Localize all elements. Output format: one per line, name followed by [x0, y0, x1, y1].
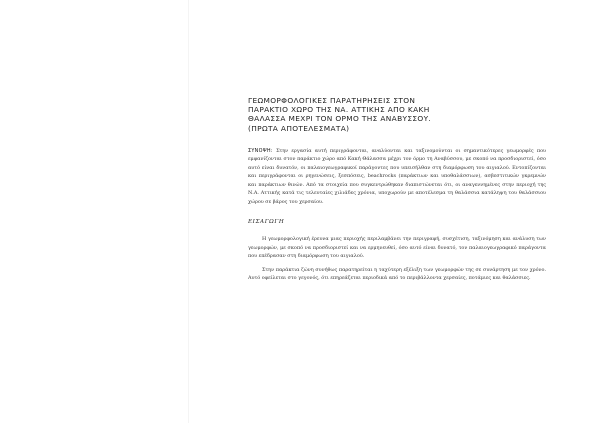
- title-line: ΓΕΩΜΟΡΦΟΛΟΓΙΚΕΣ ΠΑΡΑΤΗΡΗΣΕΙΣ ΣΤΟΝ: [248, 96, 416, 105]
- intro-paragraph: Η γεωμορφολογική έρευνα μιας περιοχής περιλαμβάνει την περιγραφή, συσχέτιση, ταξινόμηση και ανάλυση των γεωμορφών, με σκοπό να προσδιοριστεί και να ερμηνευθεί, όσο αυτό είναι δυνατό, τον παλαιογεωγραφικό παράγοντα που επέδρασαν στη διαμόρφωση του αιγιαλού.: [248, 236, 546, 260]
- title-line: (ΠΡΩΤΑ ΑΠΟΤΕΛΕΣΜΑΤΑ): [248, 123, 350, 133]
- article-column: [248, 96, 546, 288]
- title-line: ΘΑΛΑΣΣΑ ΜΕΧΡΙ ΤΟΝ ΟΡΜΟ ΤΗΣ ΑΝΑΒΥΣΣΟΥ.: [248, 114, 432, 124]
- page-gutter: [188, 0, 189, 423]
- intro-paragraph: Στην παράκτια ζώνη συνήθως παρατηρείται η ταχύτερη εξέλιξη των γεωμορφών της σε συνάρτηση με τον χρόνο. Αυτό οφείλεται στο γεγονός, ότι επηρεάζεται περιοδικά από το περιβάλλοντα χερσαίες, ποτάμιες και θαλάσσιες.: [248, 266, 546, 282]
- abstract-paragraph: [248, 147, 546, 207]
- section-heading-introduction: ΕΙΣΑΓΩΓΗ: [248, 219, 285, 226]
- abstract-lead: ΣΥΝΟΨΗ:: [248, 147, 273, 154]
- article-title: [248, 96, 546, 133]
- title-line: ΠΑΡΑΚΤΙΟ ΧΩΡΟ ΤΗΣ ΝΑ. ΑΤΤΙΚΗΣ ΑΠΟ ΚΑΚΗ: [248, 105, 430, 115]
- abstract-text: Στην εργασία αυτή περιγράφονται, αναλύονται και ταξινομούνται οι σημαντικότερες γεωμορφές που εμφανίζονται στον παράκτιο χώρο από Κακή Θάλασσα μέχρι τον όρμο τη Αναβύσσου, με σκοπό να προσδιοριστεί, όσο αυτό είναι δυνατόν, οι παλαιογεωγραφικοί παράγοντες που υπεισήλθαν στη διαμόρφωση του αιγιαλού. Εντοπίζονται και περιγράφονται οι ρηγενώσεις, ξεσπόσεις, beachrocks (παράκτιων και υποθαλάσσιων), ασβεστιτικών γκρεμνών και παράκτιων θινών. Από τα στοιχεία που συγκεντρώθηκαν διαπιστώνεται ότι, οι αναγεννημένες στην περιοχή της Ν.Α. Αττικής κατά τις τελευταίες χιλιάδες χρόνια, υποχωρούν με αποτέλεσμα τη θαλάσσια κατάληψη του θαλάσσιου χώρου σε βάρος του χερσαίου.: [248, 147, 546, 205]
